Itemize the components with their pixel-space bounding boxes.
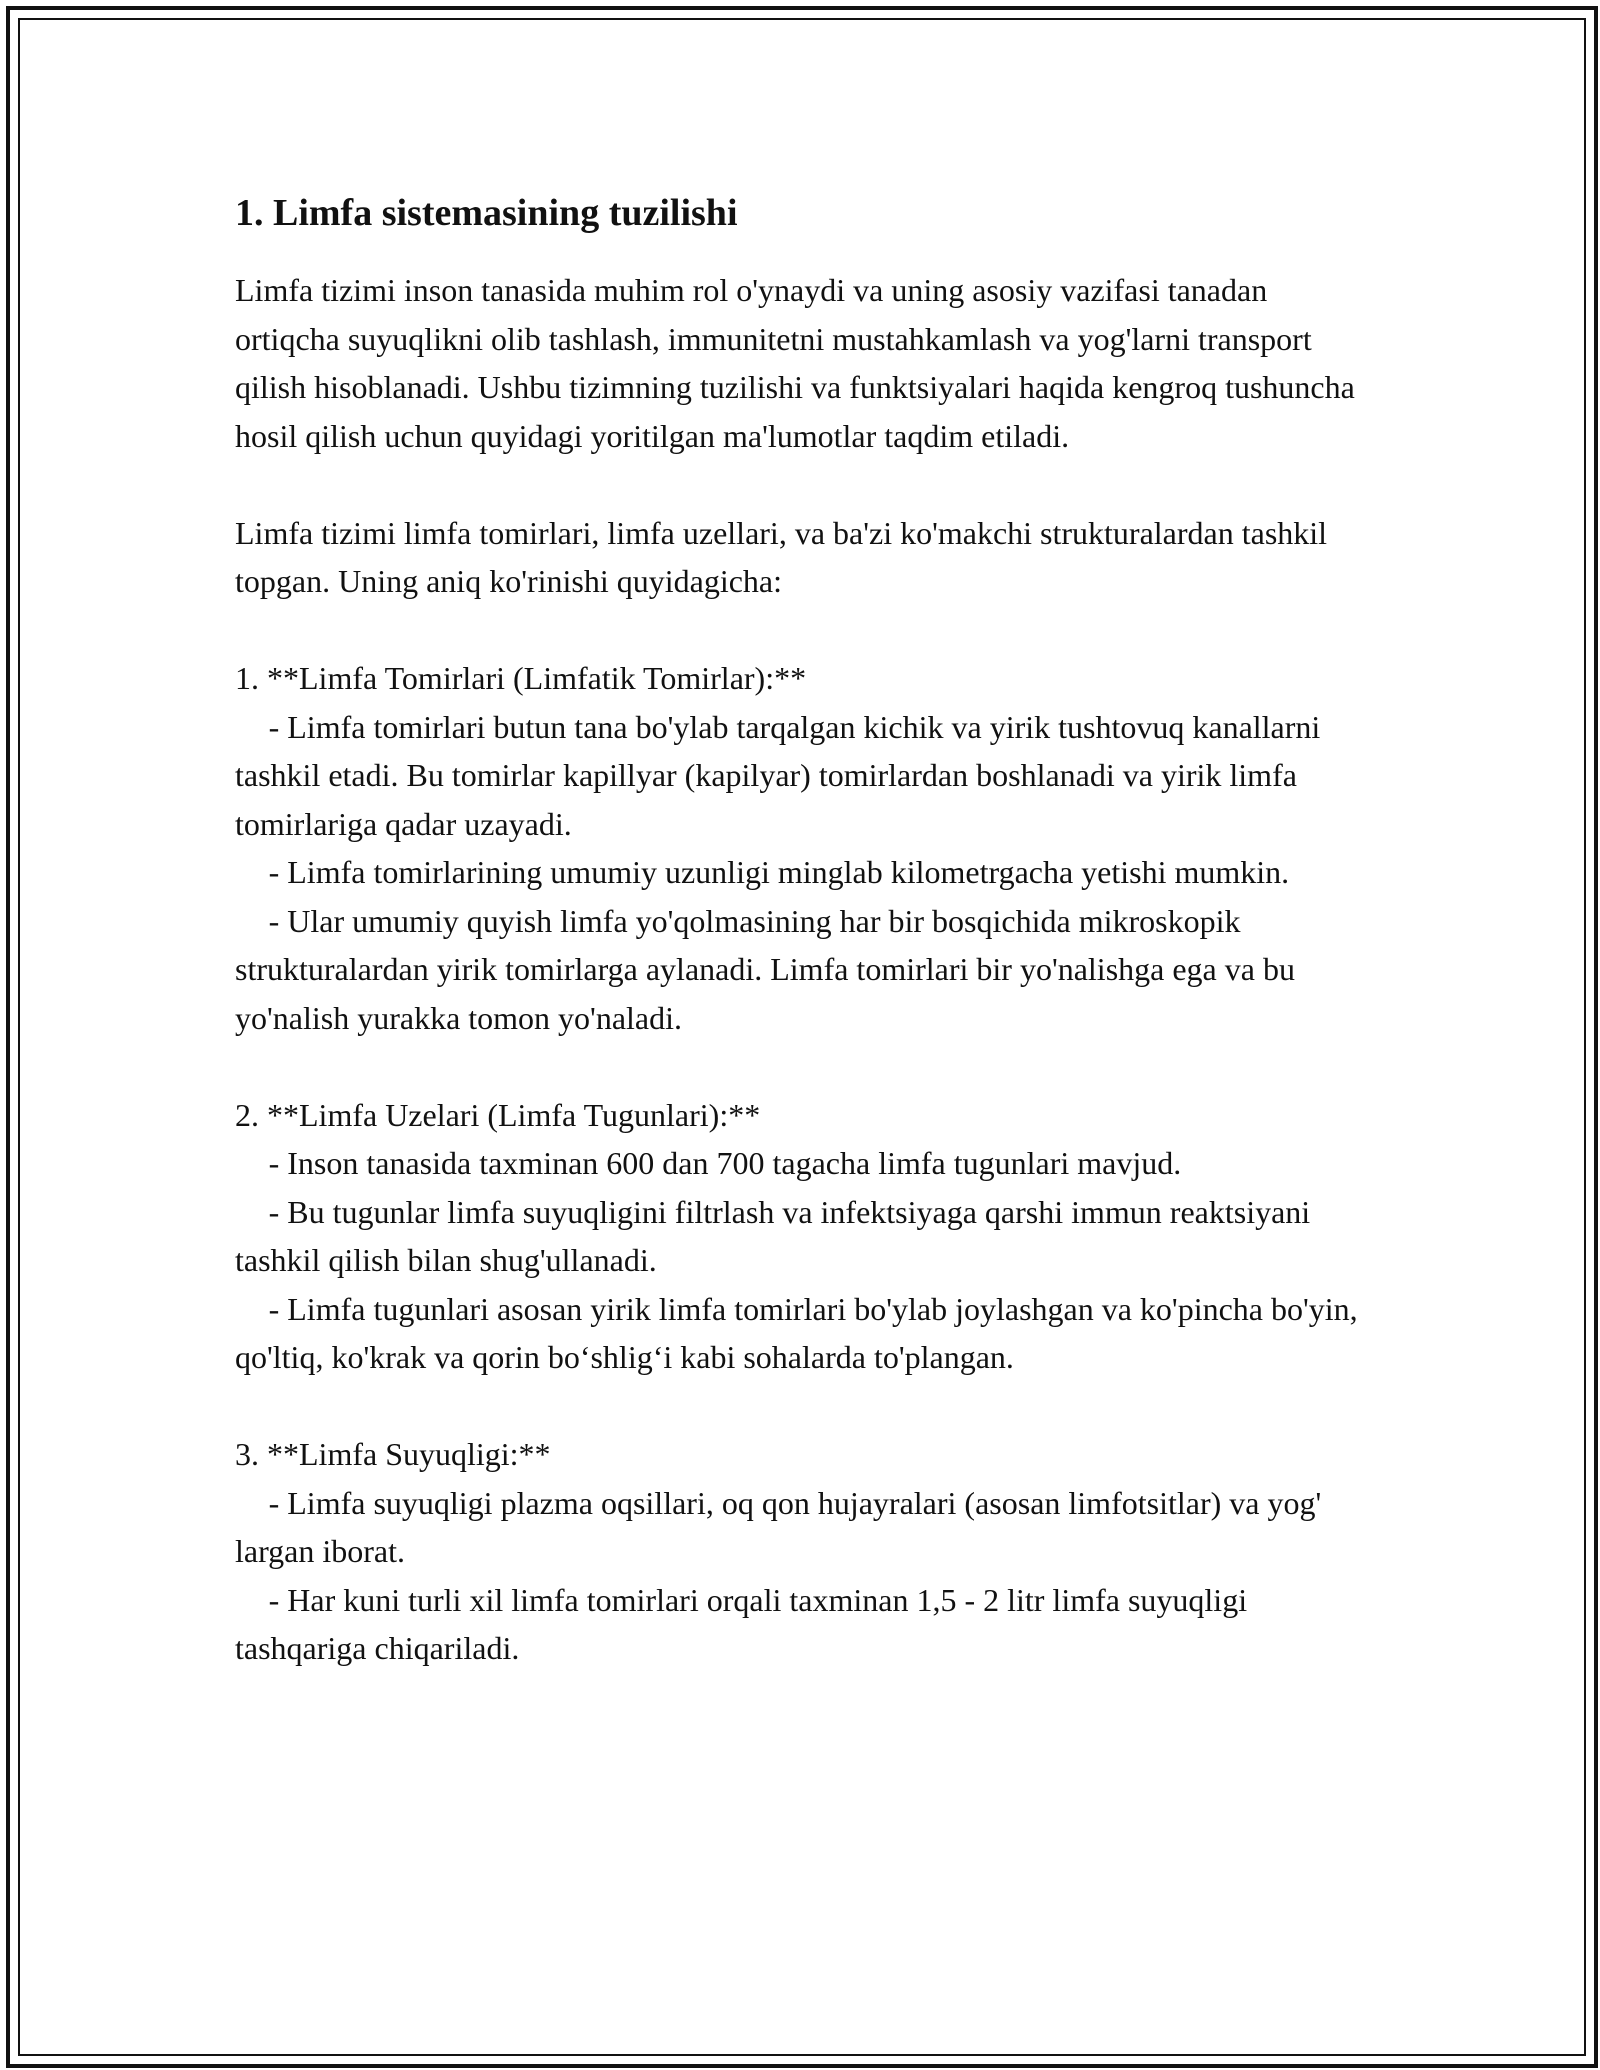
section-heading: 3. **Limfa Suyuqligi:**	[235, 1436, 551, 1472]
list-item: - Bu tugunlar limfa suyuqligini filtrlash va infektsiyaga qarshi immun reaktsiyani tashkil qilish bilan shug'ullanadi.	[235, 1193, 1311, 1278]
list-item: - Limfa suyuqligi plazma oqsillari, oq qon hujayralari (asosan limfotsitlar) va yog' largan iborat.	[235, 1484, 1322, 1569]
section-lymph-nodes	[235, 1091, 1375, 1382]
section-heading: 1. **Limfa Tomirlari (Limfatik Tomirlar):**	[235, 660, 807, 696]
overview-paragraph: Limfa tizimi limfa tomirlari, limfa uzellari, va ba'zi ko'makchi strukturalardan tashkil topgan. Uning aniq ko'rinishi quyidagicha:	[235, 514, 1328, 599]
intro-paragraph: Limfa tizimi inson tanasida muhim rol o'ynaydi va uning asosiy vazifasi tanadan ortiqcha suyuqlikni olib tashlash, immunitetni mustahkamlash va yog'larni transport qilish hisoblanadi. Ushbu tizimning tuzilishi va funktsiyalari haqida kengroq tushuncha hosil qilish uchun quyidagi yoritilgan ma'lumotlar taqdim etiladi.	[235, 272, 1355, 454]
document-body	[235, 188, 1375, 1721]
list-item: - Har kuni turli xil limfa tomirlari orqali taxminan 1,5 - 2 litr limfa suyuqligi tashqariga chiqariladi.	[235, 1581, 1248, 1666]
list-item: - Ular umumiy quyish limfa yo'qolmasining har bir bosqichida mikroskopik strukturalardan yirik tomirlarga aylanadi. Limfa tomirlari bir yo'nalishga ega va bu yo'nalish yurakka tomon yo'naladi.	[235, 902, 1295, 1036]
section-heading: 2. **Limfa Uzelari (Limfa Tugunlari):**	[235, 1096, 761, 1133]
document-title: 1. Limfa sistemasining tuzilishi	[235, 192, 738, 234]
list-item: - Limfa tugunlari asosan yirik limfa tomirlari bo'ylab joylashgan va ko'pincha bo'yin, qo'ltiq, ko'krak va qorin bo‘shlig‘i kabi sohalarda to'plangan.	[235, 1290, 1358, 1375]
list-item: - Limfa tomirlarining umumiy uzunligi minglab kilometrgacha yetishi mumkin.	[268, 854, 1290, 890]
list-item: - Inson tanasida taxminan 600 dan 700 tagacha limfa tugunlari mavjud.	[268, 1145, 1182, 1181]
section-lymph-fluid	[235, 1430, 1375, 1673]
list-item: - Limfa tomirlari butun tana bo'ylab tarqalgan kichik va yirik tushtovuq kanallarni tashkil etadi. Bu tomirlar kapillyar (kapilyar) tomirlardan boshlanadi va yirik limfa tomirlariga qadar uzayadi.	[235, 708, 1321, 842]
section-lymph-vessels	[235, 654, 1375, 1042]
